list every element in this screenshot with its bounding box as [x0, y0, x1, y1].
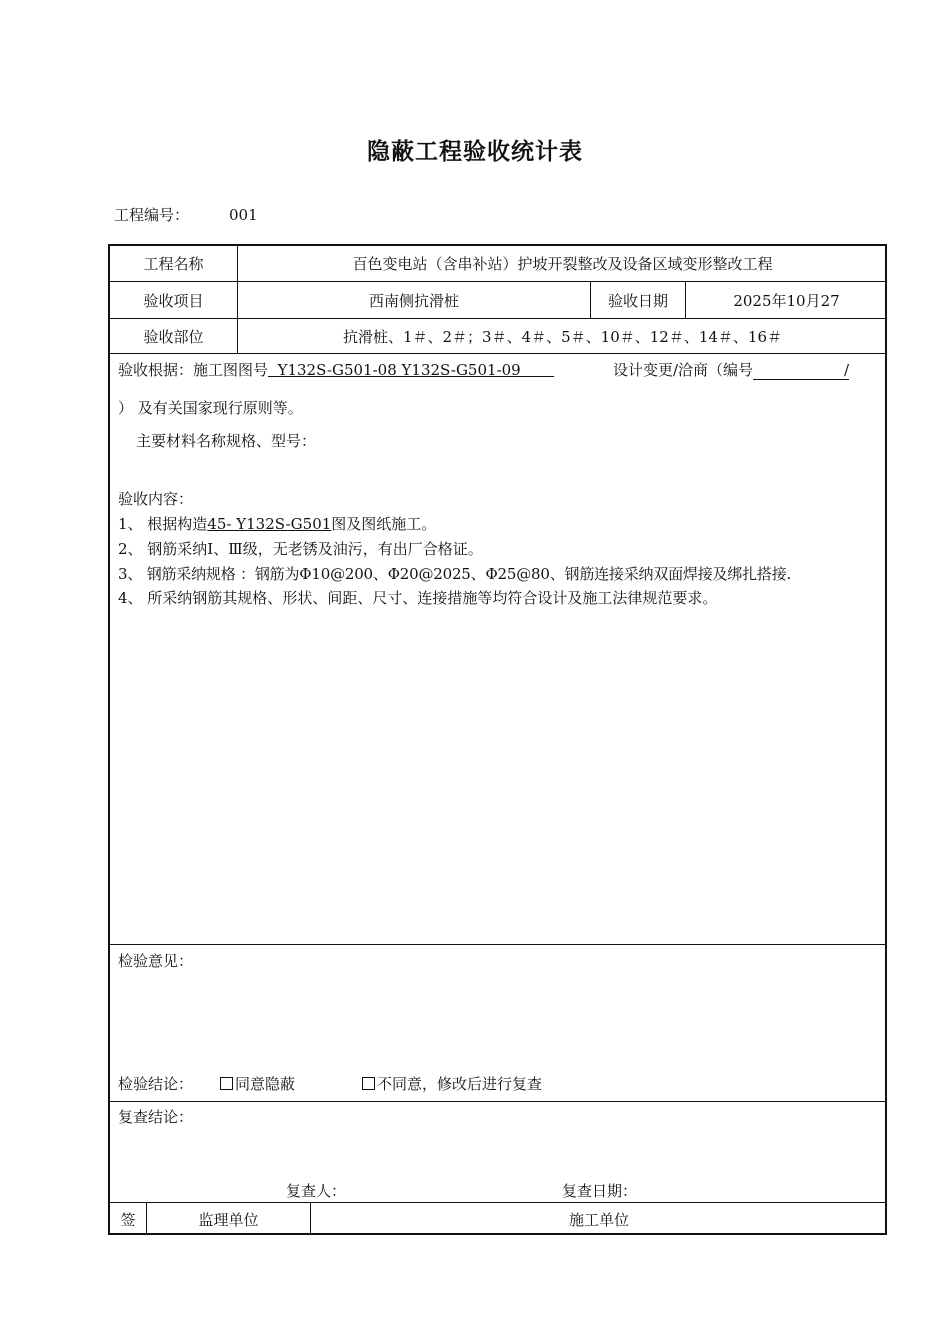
acceptance-basis	[118, 359, 554, 380]
disagree-option[interactable]	[362, 1073, 542, 1094]
project-number	[114, 204, 258, 225]
project-name-label: 工程名称	[143, 255, 204, 273]
project-number-label: 工程编号：	[114, 206, 190, 224]
sign-label: 签	[120, 1210, 136, 1229]
disagree-checkbox[interactable]	[362, 1077, 375, 1090]
row-divider	[110, 353, 885, 354]
page-title: 隐蔽工程验收统计表	[367, 139, 583, 165]
basis-prefix: 验收根据：施工图图号	[118, 361, 269, 379]
acceptance-item-label: 验收项目	[143, 291, 204, 310]
construction-drawing-ref: 45- Y132S-G501	[207, 515, 332, 533]
acceptance-location-label: 验收部位	[143, 327, 204, 346]
agree-label: 同意隐蔽	[235, 1075, 296, 1093]
inspection-opinion-label: 检验意见：	[118, 952, 194, 970]
agree-option[interactable]	[220, 1073, 295, 1094]
review-conclusion-label: 复查结论：	[118, 1108, 194, 1126]
design-change-value: /	[753, 361, 849, 380]
content-item-1: 1、 根据构造45- Y132S-G501图及图纸施工。	[118, 515, 437, 533]
design-change-label: 设计变更/洽商（编号	[613, 361, 754, 379]
content-item-4: 4、 所采纳钢筋其规格、形状、间距、尺寸、连接措施等均符合设计及施工法律规范要求。	[118, 589, 718, 607]
content-item-2: 2、 钢筋采纳Ⅰ、Ⅲ级，无老锈及油污，有出厂合格证。	[118, 540, 483, 558]
disagree-label: 不同意，修改后进行复查	[377, 1075, 543, 1093]
acceptance-item-value: 西南侧抗滑桩	[368, 291, 459, 310]
drawing-numbers: Y132S-G501-08 Y132S-G501-09	[277, 361, 521, 379]
supervisor-unit-label: 监理单位	[198, 1210, 259, 1229]
materials-label: 主要材料名称规格、型号：	[136, 432, 317, 450]
project-name-value: 百色变电站（含串补站）护坡开裂整改及设备区域变形整改工程	[352, 255, 773, 273]
content-item-3: 3、 钢筋采纳规格 ：钢筋为Φ10@200、Φ20@2025、Φ25@80、钢筋连接采纳双面焊接及绑扎搭接.	[118, 565, 792, 583]
design-change	[613, 359, 849, 380]
acceptance-date-value: 2025年10月27	[733, 291, 840, 310]
contractor-unit-label: 施工单位	[568, 1210, 629, 1229]
row-divider	[110, 944, 885, 945]
inspection-conclusion-label: 检验结论：	[118, 1075, 194, 1093]
row-divider	[110, 1101, 885, 1102]
review-date-label: 复查日期：	[562, 1182, 638, 1200]
acceptance-location-value: 抗滑桩、1＃、2＃；3＃、4＃、5＃、10＃、12＃、14＃、16＃	[342, 327, 783, 346]
project-number-value: 001	[229, 206, 258, 224]
acceptance-date-label: 验收日期	[607, 291, 668, 310]
agree-checkbox[interactable]	[220, 1077, 233, 1090]
content-label: 验收内容：	[118, 490, 194, 508]
basis-line2: ） 及有关国家现行原则等。	[118, 399, 303, 417]
acceptance-form	[108, 244, 887, 1235]
reviewer-label: 复查人：	[286, 1182, 347, 1200]
